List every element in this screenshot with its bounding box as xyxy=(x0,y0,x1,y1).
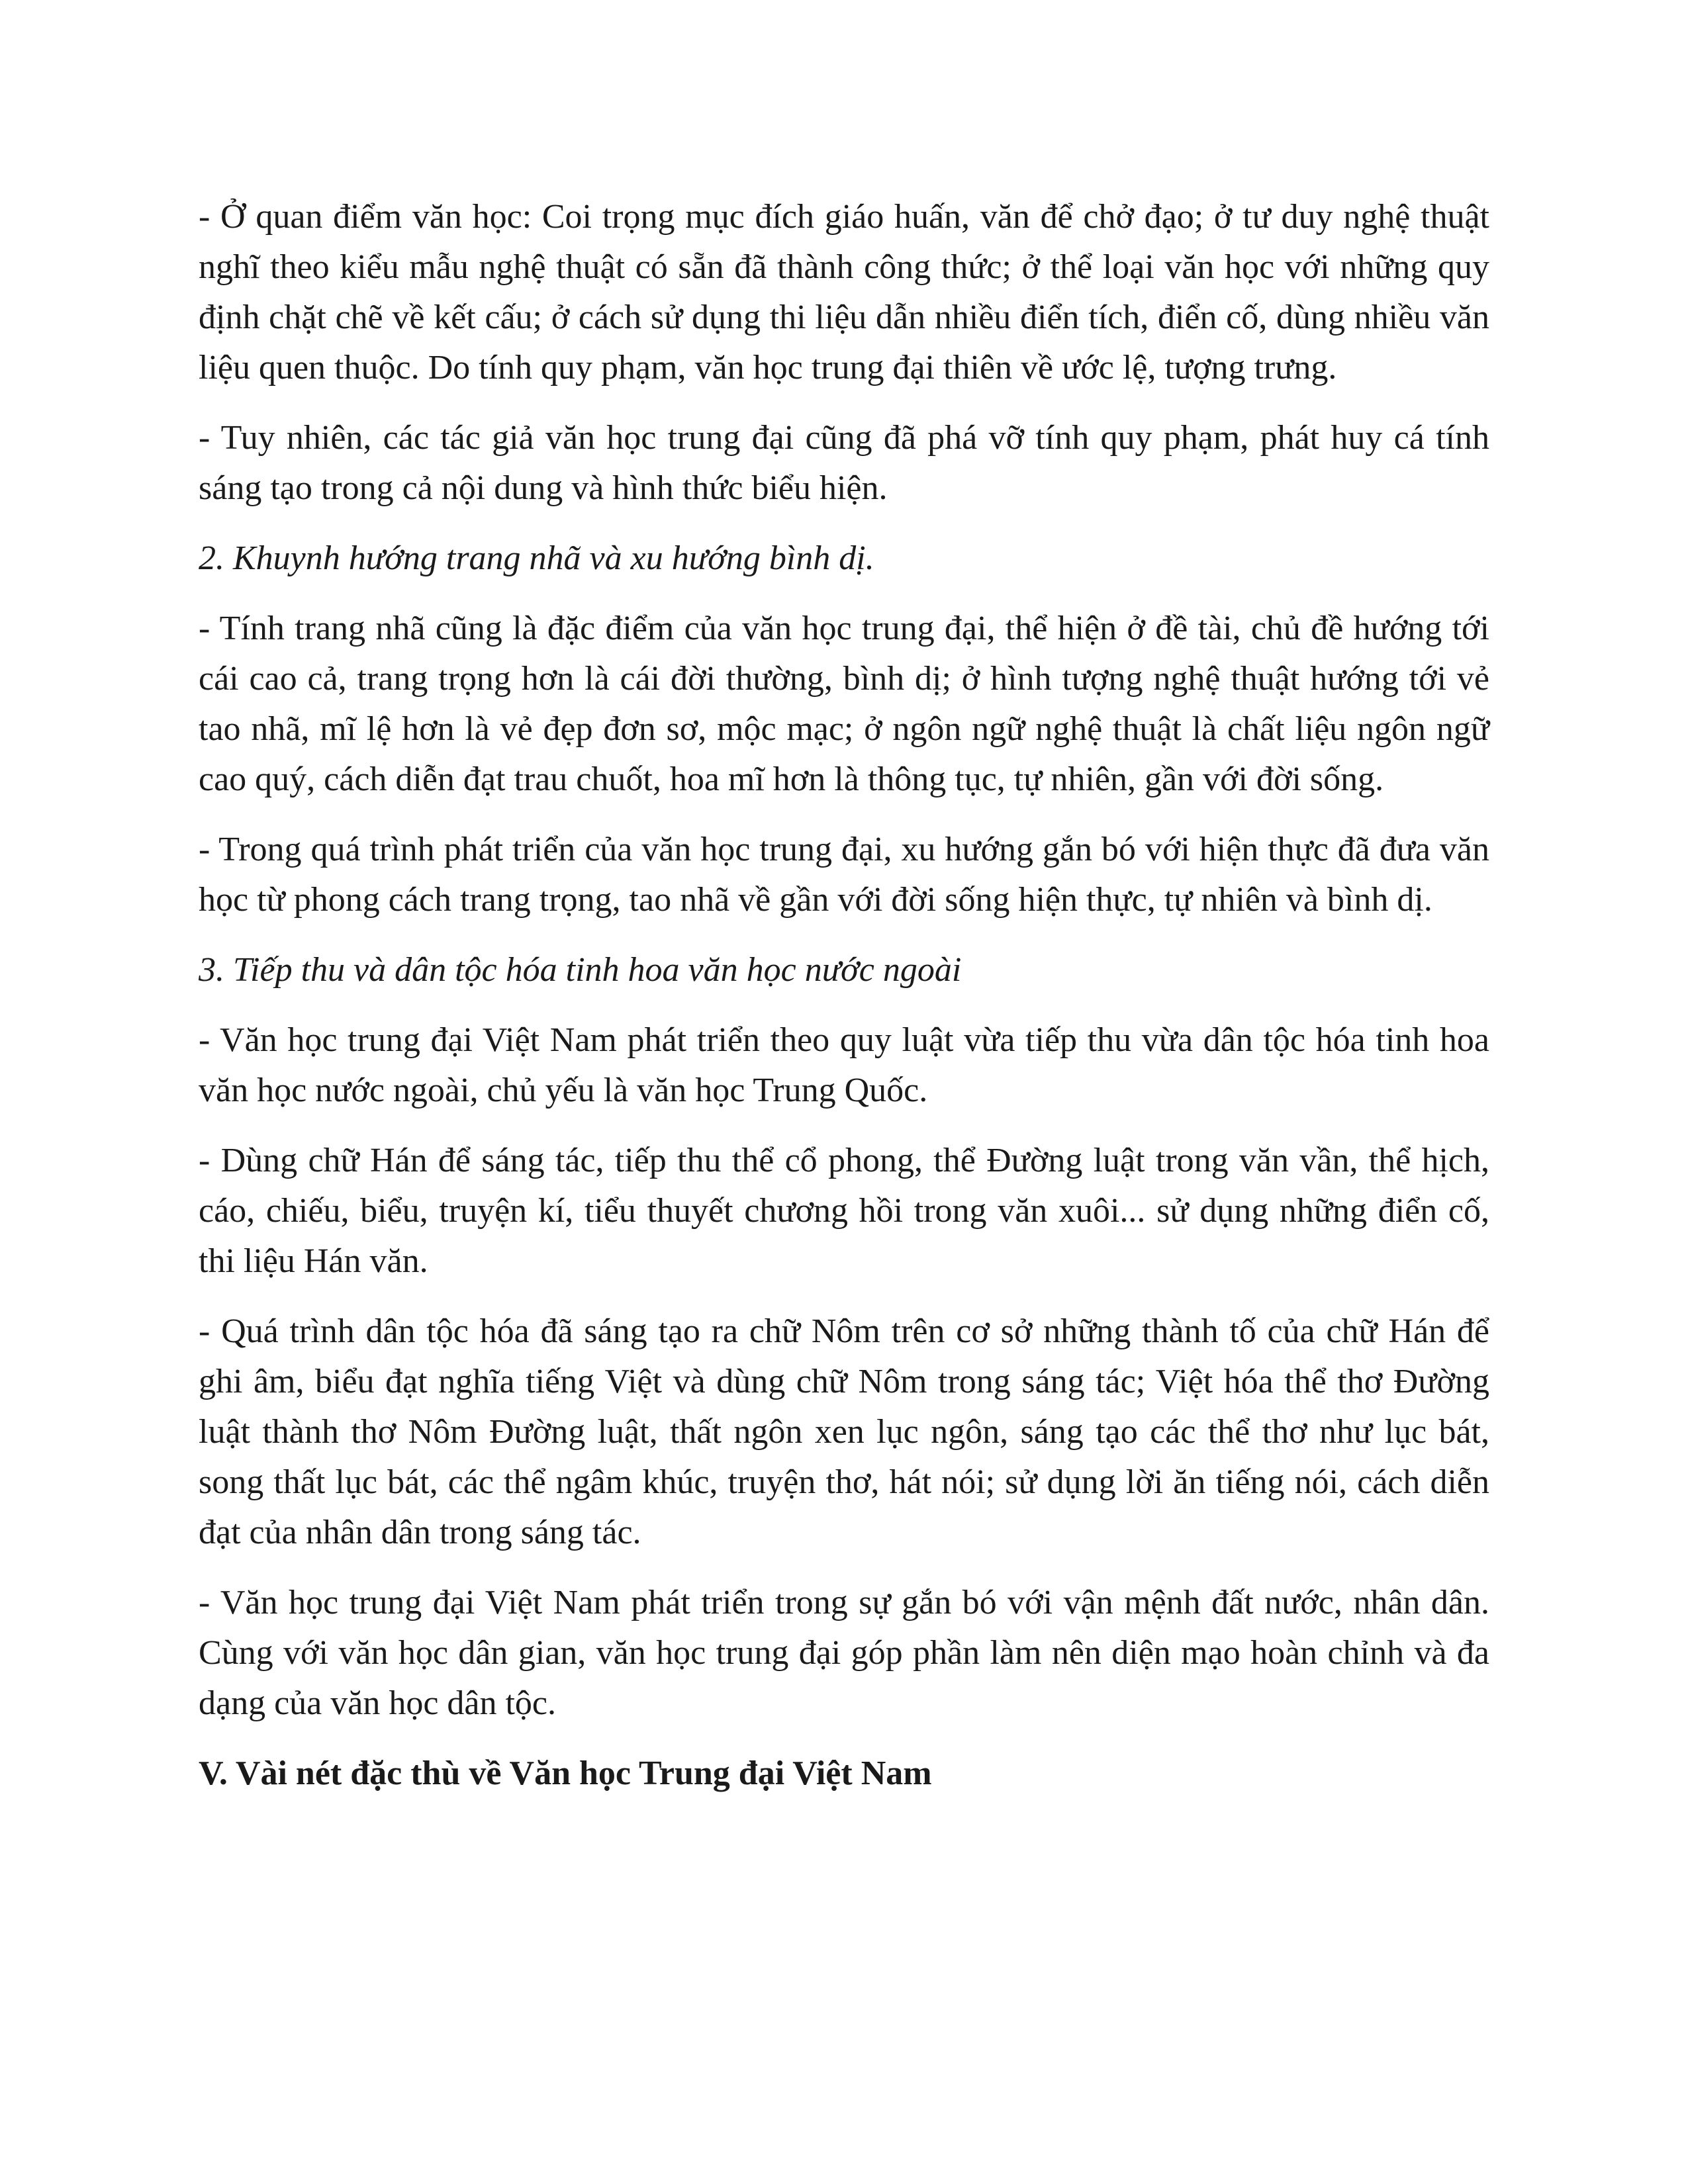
document-page xyxy=(199,192,1489,1799)
paragraph-xu-huong-hien-thuc: - Trong quá trình phát triển của văn học trung đại, xu hướng gắn bó với hiện thực đã đưa văn học từ phong cách trang trọng, tao nhã về gần với đời sống hiện thực, tự nhiên và bình dị. xyxy=(199,831,1489,919)
paragraph-quy-luat-tiep-thu: - Văn học trung đại Việt Nam phát triển theo quy luật vừa tiếp thu vừa dân tộc hóa tinh hoa văn học nước ngoài, chủ yếu là văn học Trung Quốc. xyxy=(199,1021,1489,1109)
paragraph-chu-han: - Dùng chữ Hán để sáng tác, tiếp thu thể cổ phong, thể Đường luật trong văn vần, thể hịch, cáo, chiếu, biểu, truyện kí, tiểu thuyết chương hồi trong văn xuôi... sử dụng những điển cố, thi liệu Hán văn. xyxy=(199,1142,1489,1280)
paragraph-quy-pham-quan-diem: - Ở quan điểm văn học: Coi trọng mục đích giáo huấn, văn để chở đạo; ở tư duy nghệ thuật nghĩ theo kiểu mẫu nghệ thuật có sẵn đã thành công thức; ở thể loại văn học với những quy định chặt chẽ về kết cấu; ở cách sử dụng thi liệu dẫn nhiều điển tích, điển cố, dùng nhiều văn liệu quen thuộc. Do tính quy phạm, văn học trung đại thiên về ước lệ, tượng trưng. xyxy=(199,198,1489,387)
paragraph-chu-nom: - Quá trình dân tộc hóa đã sáng tạo ra chữ Nôm trên cơ sở những thành tố của chữ Hán để ghi âm, biểu đạt nghĩa tiếng Việt và dùng chữ Nôm trong sáng tác; Việt hóa thể thơ Đường luật thành thơ Nôm Đường luật, thất ngôn xen lục ngôn, sáng tạo các thể thơ như lục bát, song thất lục bát, các thể ngâm khúc, truyện thơ, hát nói; sử dụng lời ăn tiếng nói, cách diễn đạt của nhân dân trong sáng tác. xyxy=(199,1312,1489,1551)
subheading-trang-nha-binh-di: 2. Khuynh hướng trang nhã và xu hướng bình dị. xyxy=(199,539,874,577)
subheading-tiep-thu-dan-toc-hoa: 3. Tiếp thu và dân tộc hóa tinh hoa văn học nước ngoài xyxy=(199,951,962,989)
paragraph-pha-vo-quy-pham: - Tuy nhiên, các tác giả văn học trung đại cũng đã phá vỡ tính quy phạm, phát huy cá tính sáng tạo trong cả nội dung và hình thức biểu hiện. xyxy=(199,419,1489,507)
section-heading-v: V. Vài nét đặc thù về Văn học Trung đại Việt Nam xyxy=(199,1754,932,1792)
paragraph-tinh-trang-nha: - Tính trang nhã cũng là đặc điểm của văn học trung đại, thể hiện ở đề tài, chủ đề hướng tới cái cao cả, trang trọng hơn là cái đời thường, bình dị; ở hình tượng nghệ thuật hướng tới vẻ tao nhã, mĩ lệ hơn là vẻ đẹp đơn sơ, mộc mạc; ở ngôn ngữ nghệ thuật là chất liệu ngôn ngữ cao quý, cách diễn đạt trau chuốt, hoa mĩ hơn là thông tục, tự nhiên, gần với đời sống. xyxy=(199,610,1489,798)
paragraph-van-menh-dat-nuoc: - Văn học trung đại Việt Nam phát triển trong sự gắn bó với vận mệnh đất nước, nhân dân. Cùng với văn học dân gian, văn học trung đại góp phần làm nên diện mạo hoàn chỉnh và đa dạng của văn học dân tộc. xyxy=(199,1584,1489,1722)
